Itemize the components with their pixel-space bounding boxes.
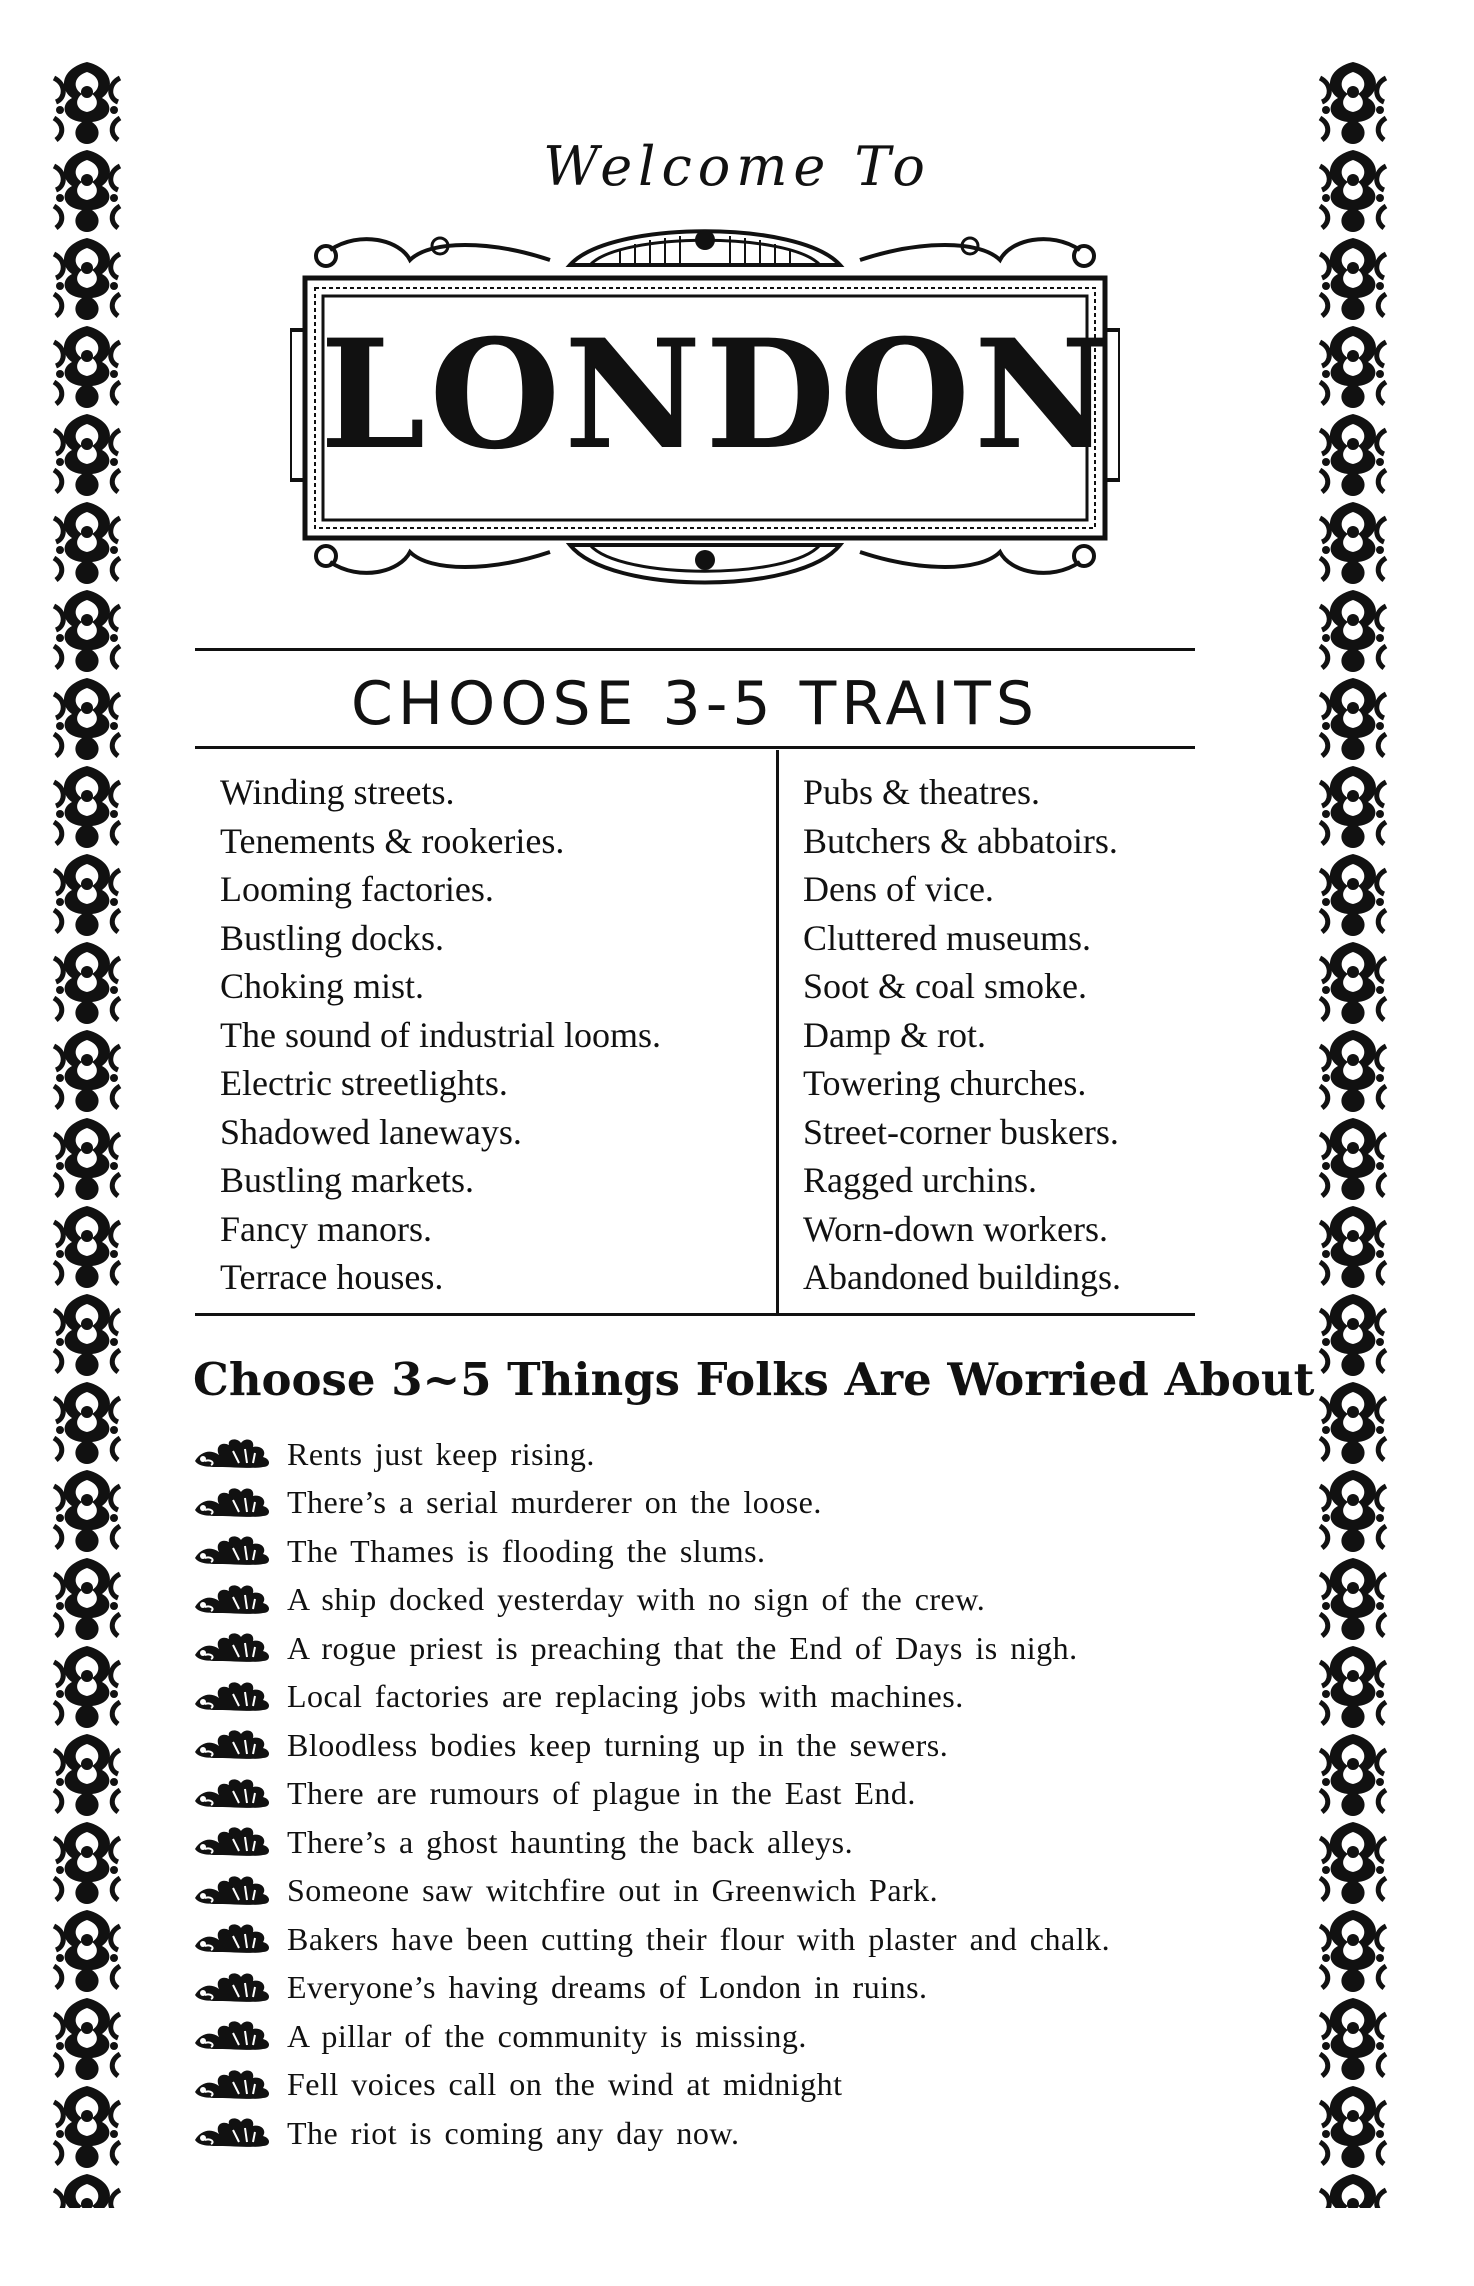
worries-list <box>193 1430 1203 2158</box>
traits-heading: CHOOSE 3-5 TRAITS <box>351 669 1039 739</box>
traits-column-divider <box>776 750 779 1315</box>
trait-item: Cluttered museums. <box>803 917 1091 958</box>
trait-item: Abandoned buildings. <box>803 1257 1121 1297</box>
worry-text: A ship docked yesterday with no sign of the crew. <box>287 1581 986 1618</box>
trait-item: Looming factories. <box>220 869 494 909</box>
leaf-ornament-icon <box>193 1534 273 1568</box>
worries-heading: Choose 3~5 Things Folks Are Worried About <box>193 1353 1315 1406</box>
worry-item <box>193 2012 1203 2061</box>
worry-text: There are rumours of plague in the East End. <box>287 1775 916 1812</box>
worry-text: Rents just keep rising. <box>287 1435 595 1472</box>
worry-text: A pillar of the community is missing. <box>287 2017 807 2054</box>
worry-item <box>193 1818 1203 1867</box>
worry-item <box>193 1527 1203 1576</box>
worry-item <box>193 1964 1203 2013</box>
trait-item: Soot & coal smoke. <box>803 966 1087 1006</box>
trait-item: Bustling markets. <box>220 1160 474 1200</box>
leaf-ornament-icon <box>193 1825 273 1859</box>
right-ornamental-border <box>1318 58 1388 2208</box>
worry-item <box>193 1915 1203 1964</box>
trait-item: Worn-down workers. <box>803 1208 1109 1249</box>
worry-item <box>193 2061 1203 2110</box>
worry-text: Bakers have been cutting their flour with plaster and chalk. <box>287 1920 1111 1957</box>
worry-item <box>193 1721 1203 1770</box>
worry-text: The riot is coming any day now. <box>287 2114 740 2151</box>
leaf-ornament-icon <box>193 1874 273 1908</box>
trait-item: Ragged urchins. <box>803 1160 1037 1200</box>
worry-text: There’s a ghost haunting the back alleys. <box>287 1823 854 1860</box>
traits-bottom-rule <box>195 1313 1195 1316</box>
trait-item: Dens of vice. <box>803 869 994 909</box>
leaf-ornament-icon <box>193 2019 273 2053</box>
worry-item <box>193 1430 1203 1479</box>
leaf-ornament-icon <box>193 1583 273 1617</box>
worry-item <box>193 2109 1203 2158</box>
welcome-text: Welcome To <box>543 135 931 198</box>
leaf-ornament-icon <box>193 1922 273 1956</box>
trait-item: Towering churches. <box>803 1063 1087 1103</box>
worry-text: A rogue priest is preaching that the End of Days is nigh. <box>287 1629 1078 1666</box>
leaf-ornament-icon <box>193 1631 273 1665</box>
worry-text: Fell voices call on the wind at midnight <box>287 2066 843 2103</box>
left-ornamental-border <box>52 58 122 2208</box>
trait-item: Butchers & abbatoirs. <box>803 820 1118 861</box>
worry-text: Local factories are replacing jobs with machines. <box>287 1678 964 1715</box>
traits-right-column <box>803 768 1203 1302</box>
trait-item: Street-corner buskers. <box>803 1111 1119 1152</box>
worry-text: Everyone’s having dreams of London in ruins. <box>287 1969 928 2006</box>
traits-left-column <box>220 768 760 1302</box>
worry-item <box>193 1479 1203 1528</box>
trait-item: Electric streetlights. <box>220 1063 508 1103</box>
worry-item <box>193 1770 1203 1819</box>
trait-item: Shadowed laneways. <box>220 1111 522 1152</box>
trait-item: Damp & rot. <box>803 1014 986 1055</box>
right-border-pattern <box>1318 58 1388 2208</box>
worry-item <box>193 1624 1203 1673</box>
trait-item: Fancy manors. <box>220 1208 432 1249</box>
trait-item: Tenements & rookeries. <box>220 820 565 861</box>
traits-heading-rule <box>195 746 1195 749</box>
leaf-ornament-icon <box>193 1971 273 2005</box>
trait-item: Bustling docks. <box>220 917 445 958</box>
leaf-ornament-icon <box>193 1728 273 1762</box>
worry-text: Bloodless bodies keep turning up in the sewers. <box>287 1726 949 1763</box>
worry-text: There’s a serial murderer on the loose. <box>287 1484 822 1521</box>
worry-item <box>193 1867 1203 1916</box>
worry-item <box>193 1576 1203 1625</box>
leaf-ornament-icon <box>193 2116 273 2150</box>
worry-text: Someone saw witchfire out in Greenwich Park. <box>287 1872 939 1909</box>
london-sign <box>290 210 1120 600</box>
trait-item: Pubs & theatres. <box>803 772 1040 812</box>
worry-item <box>193 1673 1203 1722</box>
leaf-ornament-icon <box>193 1486 273 1520</box>
city-title: LONDON <box>320 307 1116 483</box>
trait-item: The sound of industrial looms. <box>220 1014 661 1055</box>
trait-item: Terrace houses. <box>220 1257 444 1297</box>
trait-item: Winding streets. <box>220 772 455 812</box>
left-border-pattern <box>52 58 122 2208</box>
traits-top-rule <box>195 648 1195 651</box>
worry-text: The Thames is flooding the slums. <box>287 1532 766 1569</box>
leaf-ornament-icon <box>193 2068 273 2102</box>
leaf-ornament-icon <box>193 1680 273 1714</box>
trait-item: Choking mist. <box>220 966 425 1006</box>
leaf-ornament-icon <box>193 1777 273 1811</box>
leaf-ornament-icon <box>193 1437 273 1471</box>
